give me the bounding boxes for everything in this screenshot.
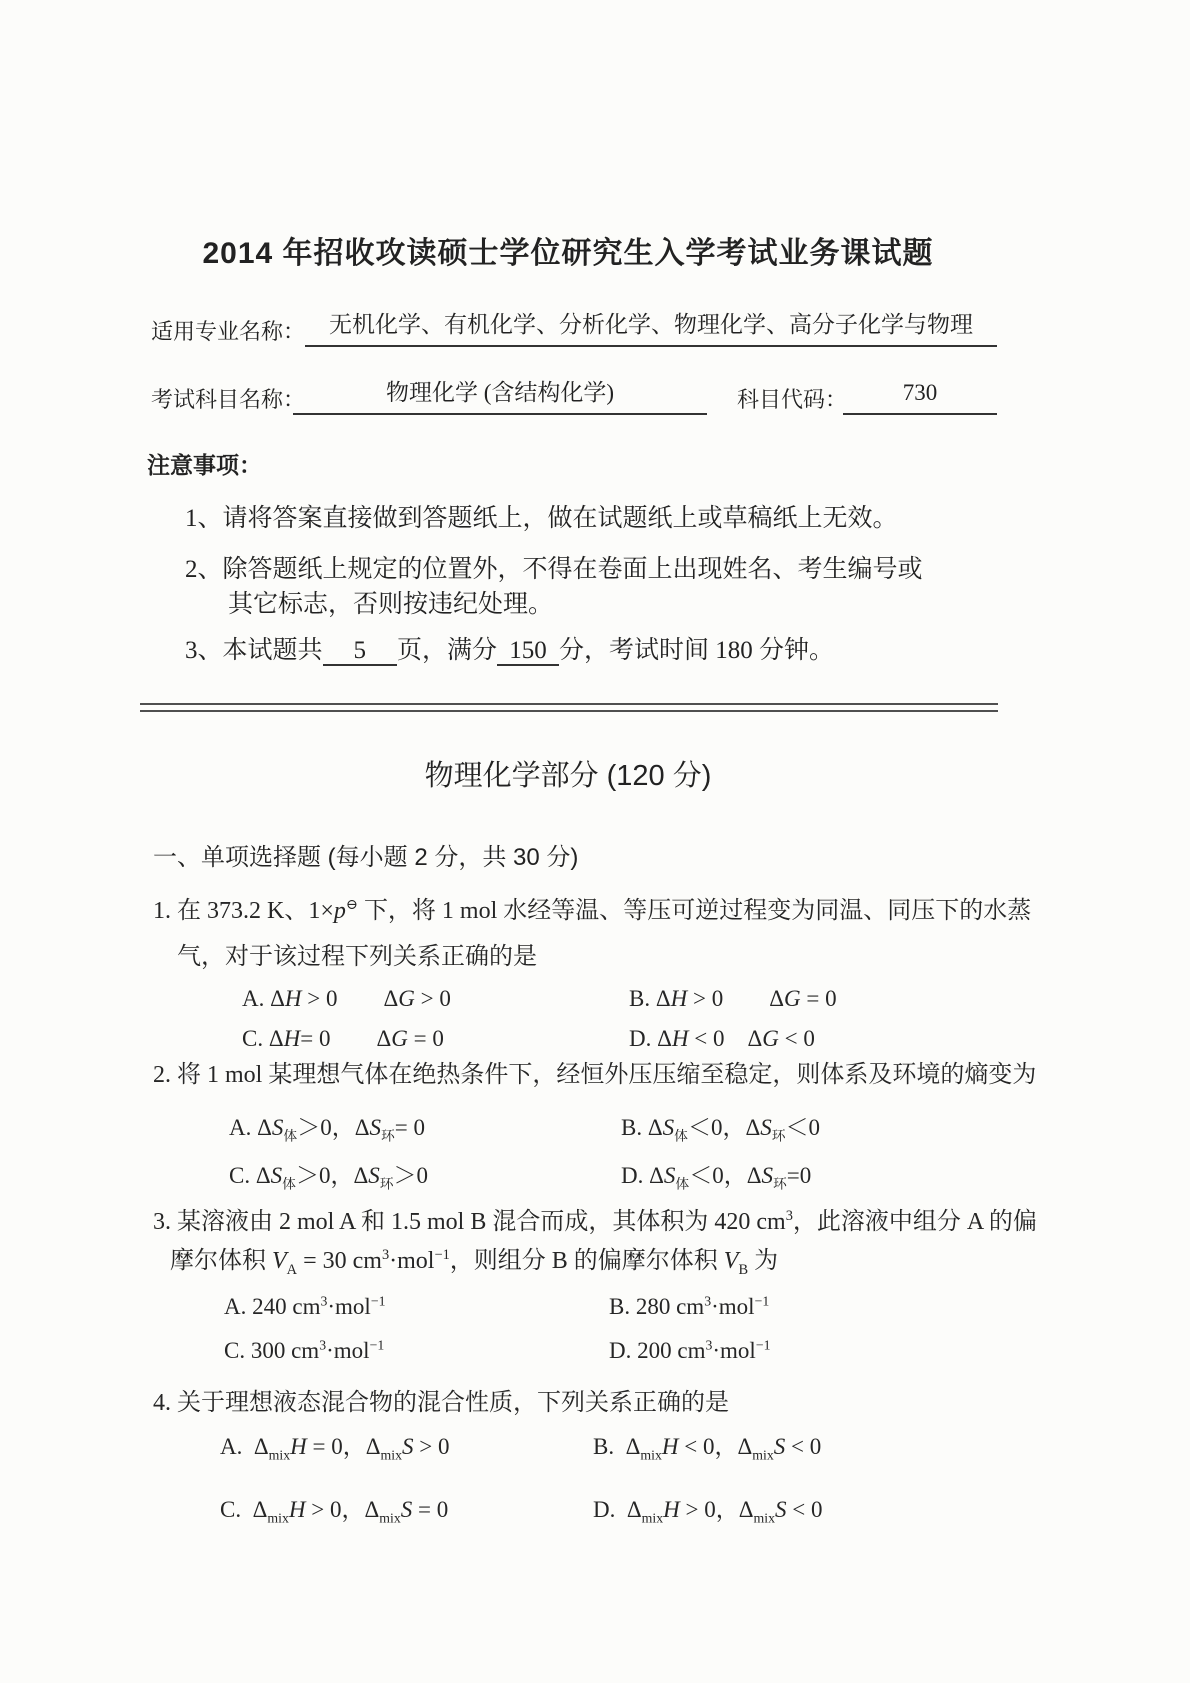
question-3-line-1: 3. 某溶液由 2 mol A 和 1.5 mol B 混合而成，其体积为 420 $cm^3$，此溶液中组分 A 的偏 bbox=[153, 1208, 1037, 1235]
question-2-option-a: A. $\Delta S_体>0$，$\Delta S_环= 0$ bbox=[229, 1115, 426, 1144]
subject-name-label: 考试科目名称： bbox=[151, 387, 306, 412]
question-2-line-1: 2. 将 1 mol 某理想气体在绝热条件下，经恒外压压缩至稳定，则体系及环境的熵变为 bbox=[153, 1062, 1037, 1088]
note-item-2-line-1: 2、除答题纸上规定的位置外，不得在卷面上出现姓名、考生编号或 bbox=[185, 556, 923, 583]
note-item-3: 3、本试题共 5 页，满分 150 分，考试时间 180 分钟。 bbox=[185, 637, 835, 664]
question-1-option-d: D. ΔH < 0 ΔG < 0 bbox=[629, 1026, 815, 1051]
subject-name-value: 物理化学 (含结构化学) bbox=[293, 378, 707, 415]
question-3-option-b: B. 280 $cm^3\cdot mol^{-1}$ bbox=[609, 1293, 770, 1319]
question-2-option-d: D. $\Delta S_体<0$，$\Delta S_环=0$ bbox=[621, 1163, 812, 1192]
part1-heading: 一、单项选择题 (每小题 2 分，共 30 分) bbox=[153, 844, 579, 871]
question-1-option-b: B. ΔH > 0 ΔG = 0 bbox=[629, 986, 837, 1011]
question-4-option-b: B. $\Delta_{mix}H < 0$，$\Delta_{mix}S < 0$ bbox=[593, 1434, 822, 1463]
question-3-option-d: D. 200 $cm^3\cdot mol^{-1}$ bbox=[609, 1337, 771, 1363]
question-3-option-c: C. 300 $cm^3\cdot mol^{-1}$ bbox=[224, 1337, 385, 1363]
notes-heading: 注意事项： bbox=[147, 452, 262, 478]
question-1-line-2: 气，对于该过程下列关系正确的是 bbox=[177, 944, 537, 970]
note-item-2-line-2: 其它标志，否则按违纪处理。 bbox=[228, 591, 554, 618]
question-4-option-a: A. $\Delta_{mix}H = 0$，$\Delta_{mix}S > 0$ bbox=[220, 1434, 450, 1463]
question-2-option-b: B. $\Delta S_体<0$，$\Delta S_环<0$ bbox=[621, 1115, 821, 1144]
page-title: 2014 年招收攻读硕士学位研究生入学考试业务课试题 bbox=[202, 237, 934, 270]
double-rule-divider bbox=[140, 703, 998, 712]
applicable-majors-label: 适用专业名称： bbox=[151, 319, 306, 344]
question-1-option-c: C. ΔH= 0 ΔG = 0 bbox=[242, 1026, 444, 1051]
question-1-line-1: 1. 在 373.2 K、1×p⊖ 下，将 1 mol 水经等温、等压可逆过程变为同温、同压下的水蒸 bbox=[153, 897, 1032, 924]
question-1-option-a: A. ΔH > 0 ΔG > 0 bbox=[242, 986, 451, 1011]
question-4-option-d: D. $\Delta_{mix}H > 0$，$\Delta_{mix}S < 0$ bbox=[593, 1497, 823, 1526]
subject-code-value: 730 bbox=[843, 378, 997, 415]
question-4-option-c: C. $\Delta_{mix}H > 0$，$\Delta_{mix}S = 0$ bbox=[220, 1497, 449, 1526]
question-3-option-a: A. 240 $cm^3\cdot mol^{-1}$ bbox=[224, 1293, 386, 1319]
question-2-option-c: C. $\Delta S_体>0$，$\Delta S_环>0$ bbox=[229, 1163, 429, 1192]
section-title: 物理化学部分 (120 分) bbox=[424, 760, 712, 792]
subject-code-label: 科目代码： bbox=[737, 387, 848, 412]
note-item-1: 1、请将答案直接做到答题纸上，做在试题纸上或草稿纸上无效。 bbox=[185, 505, 898, 532]
applicable-majors-value: 无机化学、有机化学、分析化学、物理化学、高分子化学与物理 bbox=[305, 310, 997, 347]
question-4-line-1: 4. 关于理想液态混合物的混合性质，下列关系正确的是 bbox=[153, 1390, 729, 1416]
question-3-line-2: 摩尔体积 $V_A = 30$ $cm^3\cdot mol^{-1}$，则组分 B 的偏摩尔体积 $V_B$ 为 bbox=[170, 1247, 779, 1278]
